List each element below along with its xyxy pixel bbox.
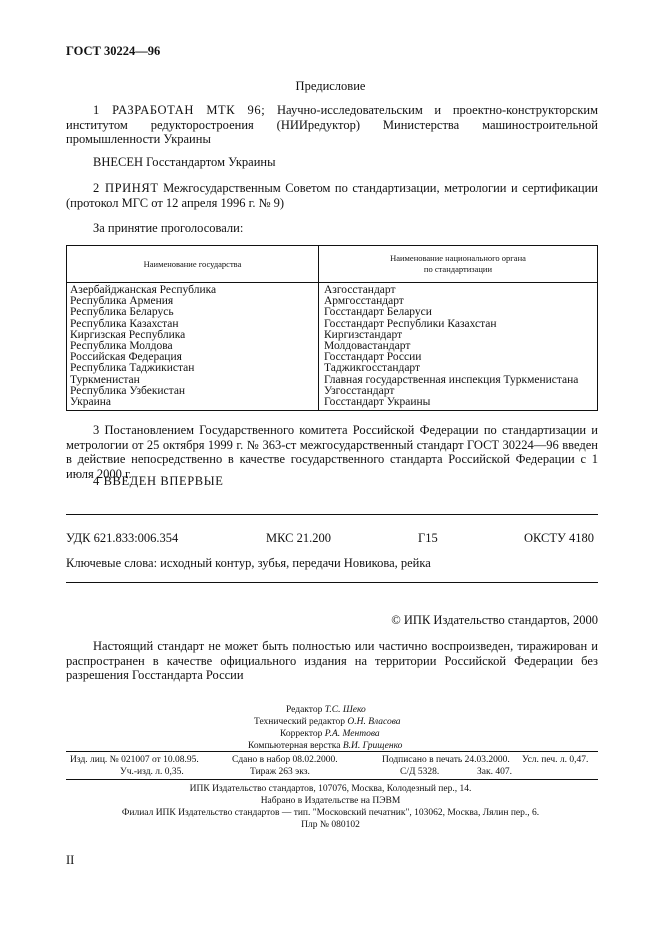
state-cell: Республика Таджикистан	[70, 362, 195, 375]
adopted-text: Межгосударственным Советом по стандартизации, метрологии и сертификации (протокол МГС от 12 апреля 1996 г. № 9)	[66, 181, 598, 210]
editor-label: Редактор	[286, 705, 325, 715]
preface-title: Предисловие	[295, 79, 366, 93]
publisher-address: ИПК Издательство стандартов, 107076, Москва, Колодезный пер., 14.	[189, 784, 472, 794]
imprint-print-sheets: Усл. печ. л. 0,47.	[522, 755, 589, 765]
divider-bottom	[66, 779, 598, 780]
imprint-sd: С/Д 5328.	[400, 767, 440, 777]
imprint-pub-sheets: Уч.-изд. л. 0,35.	[120, 767, 184, 777]
imprint-print-run: Тираж 263 экз.	[250, 767, 310, 777]
body-cell: Госстандарт Беларуси	[324, 306, 432, 319]
table-header-body-line1: Наименование национального органа	[390, 253, 526, 264]
body-cell: Молдовастандарт	[324, 340, 411, 353]
plr-number: Плр № 080102	[301, 820, 360, 830]
state-cell: Украина	[70, 396, 111, 409]
layout-name: В.И. Грищенко	[342, 741, 403, 751]
developed-text: Научно-исследовательским и проектно-конструкторским институтом редукторостроения (НИИредуктор) Министерства машиностроительной промышленности Украины	[66, 103, 598, 147]
udk-code: УДК 621.833:006.354	[66, 531, 179, 545]
tech-editor-label: Технический редактор	[254, 717, 348, 727]
adopted-label: 2 ПРИНЯТ	[93, 181, 159, 195]
reproduction-notice: Настоящий стандарт не может быть полностью или частично воспроизведен, тиражирован и распространен в качестве официального издания на территории Российской Федерации без разрешения Госстандарта России	[66, 639, 598, 683]
body-cell: Узгосстандарт	[324, 384, 395, 397]
state-column	[70, 285, 216, 408]
body-cell: Главная государственная инспекция Туркменистана	[324, 373, 579, 386]
editor-name: Т.С. Шеко	[324, 705, 366, 715]
typeset-note: Набрано в Издательстве на ПЭВМ	[260, 796, 401, 806]
divider-imprint	[66, 751, 598, 752]
imprint-typeset: Сдано в набор 08.02.2000.	[232, 755, 338, 765]
mks-code: МКС 21.200	[266, 531, 331, 545]
imprint-signed: Подписано в печать 24.03.2000.	[382, 755, 510, 765]
body-cell: Азгосстандарт	[324, 284, 396, 296]
table-header-body	[319, 246, 597, 282]
g-code: Г15	[418, 531, 438, 545]
imprint-order: Зак. 407.	[477, 767, 512, 777]
layout-label: Компьютерная верстка	[248, 741, 343, 751]
paragraph-resolution: 3 Постановлением Государственного комитета Российской Федерации по стандартизации и метрологии от 25 октября 1999 г. № 363-ст межгосударственный стандарт ГОСТ 30224—96 введен в действие непосредственно в качестве государственного стандарта Российской Федерации с 1 июля 2000 г.	[66, 423, 598, 481]
state-cell: Туркменистан	[70, 373, 140, 386]
paragraph-developed	[66, 103, 598, 147]
state-cell: Республика Беларусь	[70, 306, 174, 319]
document-code: ГОСТ 30224—96	[66, 44, 161, 58]
divider-top	[66, 514, 598, 515]
corrector-name: Р.А. Ментова	[324, 729, 380, 739]
keywords: Ключевые слова: исходный контур, зубья, передачи Новикова, рейка	[66, 556, 431, 570]
state-cell: Республика Армения	[70, 295, 174, 308]
body-cell: Госстандарт России	[324, 351, 422, 364]
corrector-label: Корректор	[280, 729, 325, 739]
body-cell: Киргизстандарт	[324, 328, 403, 341]
paragraph-adopted	[66, 181, 598, 210]
table-header-state: Наименование государства	[143, 258, 242, 269]
printer-address: Филиал ИПК Издательство стандартов — тип. "Московский печатник", 103062, Москва, Лялин пер., 6.	[121, 808, 540, 818]
body-cell: Армгосстандарт	[324, 295, 404, 308]
body-cell: Таджикгосстандарт	[324, 362, 421, 375]
developed-label: 1 РАЗРАБОТАН МТК 96;	[93, 103, 266, 117]
tech-editor-name: О.Н. Власова	[347, 717, 401, 727]
credits-block	[248, 704, 403, 752]
state-cell: Киргизская Республика	[70, 328, 186, 341]
copyright: © ИПК Издательство стандартов, 2000	[391, 613, 598, 627]
state-cell: Республика Молдова	[70, 340, 173, 353]
okstu-code: ОКСТУ 4180	[524, 531, 595, 545]
paragraph-first-introduced	[93, 474, 598, 489]
imprint-license: Изд. лиц. № 021007 от 10.08.95.	[70, 755, 199, 765]
table-header-body-line2: по стандартизации	[423, 264, 493, 274]
voting-table	[66, 245, 598, 411]
state-cell: Республика Узбекистан	[70, 384, 186, 397]
page-number: II	[66, 853, 75, 867]
voted-label: За принятие проголосовали:	[93, 221, 244, 235]
paragraph-introduced: ВНЕСЕН Госстандартом Украины	[93, 155, 276, 169]
divider-middle	[66, 582, 598, 583]
state-cell: Российская Федерация	[70, 351, 182, 364]
state-cell: Азербайджанская Республика	[70, 284, 217, 296]
body-cell: Госстандарт Украины	[324, 396, 431, 409]
body-column	[324, 285, 578, 408]
first-introduced-text: 4 ВВЕДЕН ВПЕРВЫЕ	[93, 474, 224, 488]
body-cell: Госстандарт Республики Казахстан	[324, 317, 497, 330]
state-cell: Республика Казахстан	[70, 317, 179, 330]
